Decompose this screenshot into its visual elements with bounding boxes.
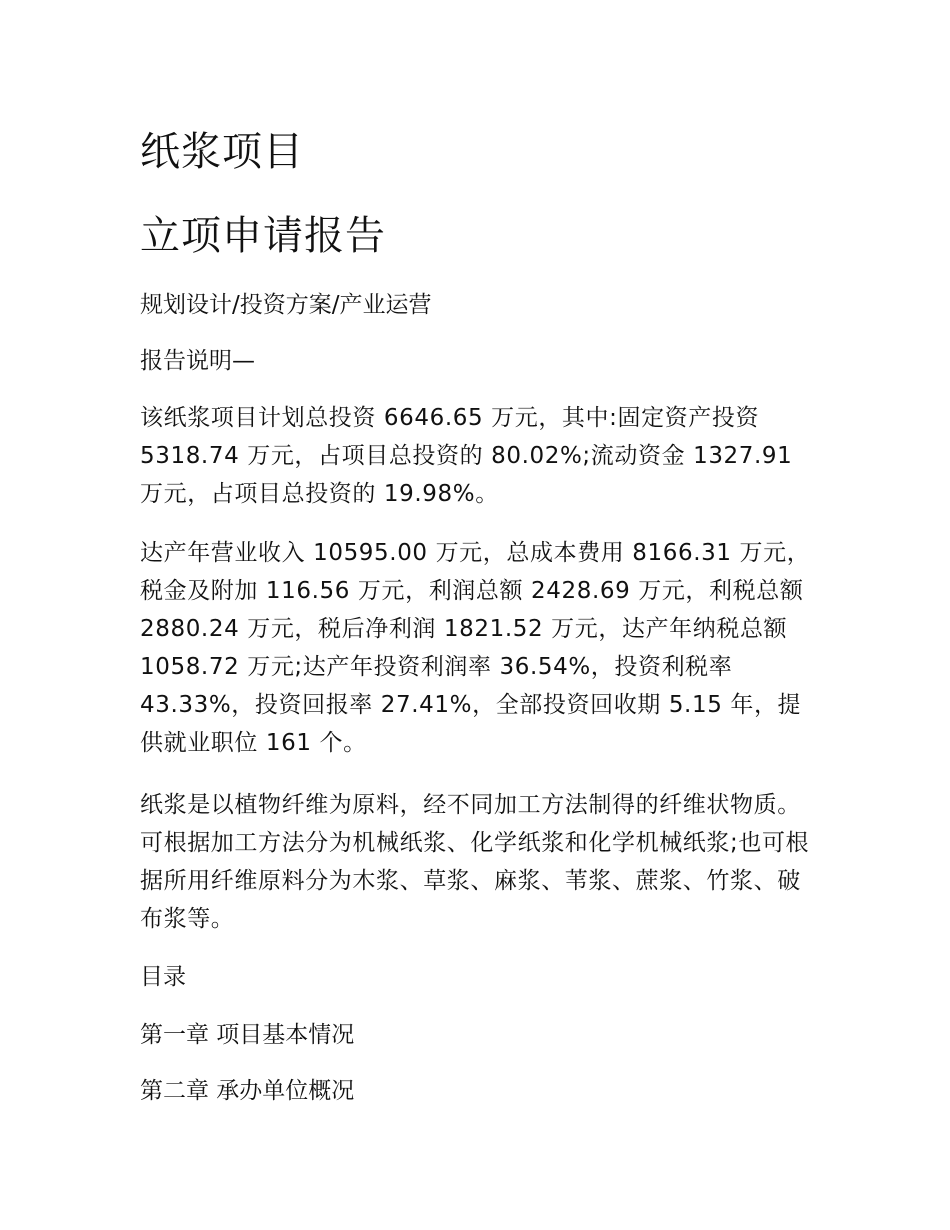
toc-item: 第二章 承办单位概况	[140, 1078, 355, 1104]
financial-paragraph: 达产年营业收入 10595.00 万元，总成本费用 8166.31 万元，税金及附加 116.56 万元，利润总额 2428.69 万元，利税总额 2880.24 万元，税后净利润 1821.52 万元，达产年纳税总额 1058.72 万元;达产年投资利润率 36.54%，投资利税率 43.33%，投资回报率 27.41%，全部投资回收期 5.15 年，提供就业职位 161 个。	[140, 540, 811, 756]
document-title-line1: 纸浆项目	[140, 129, 304, 175]
pulp-description-paragraph: 纸浆是以植物纤维为原料，经不同加工方法制得的纤维状物质。可根据加工方法分为机械纸浆、化学纸浆和化学机械纸浆;也可根据所用纤维原料分为木浆、草浆、麻浆、苇浆、蔗浆、竹浆、破布浆等。	[140, 792, 810, 932]
document-subtitle: 规划设计/投资方案/产业运营	[140, 292, 432, 318]
investment-paragraph: 该纸浆项目计划总投资 6646.65 万元，其中:固定资产投资 5318.74 万元，占项目总投资的 80.02%;流动资金 1327.91 万元，占项目总投资的 19.98%。	[140, 405, 793, 507]
toc-title: 目录	[140, 964, 186, 990]
document-title-line2: 立项申请报告	[140, 213, 386, 259]
toc-item: 第一章 项目基本情况	[140, 1022, 355, 1048]
report-description-label: 报告说明—	[140, 348, 255, 374]
